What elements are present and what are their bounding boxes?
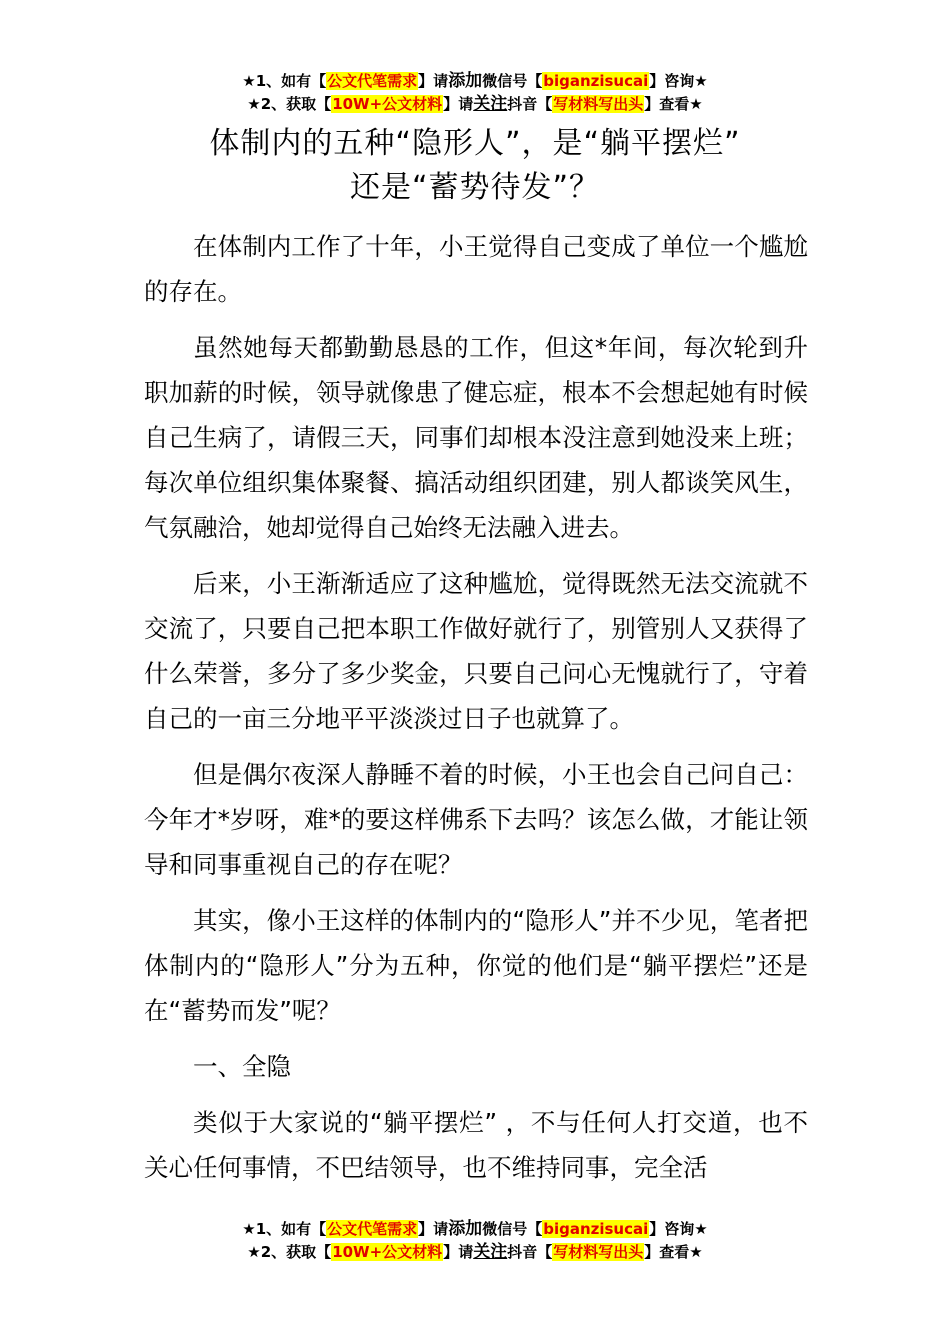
banner-text: ★1、如有【 <box>242 72 327 90</box>
banner-text: 微信号【 <box>482 1220 543 1238</box>
banner-text: 】查看★ <box>644 1243 703 1261</box>
highlight-wechat-id: biganzisucai <box>543 72 649 90</box>
header-banner <box>0 70 950 116</box>
highlight-douyin-account: 写材料写出头 <box>553 1243 644 1261</box>
paragraph: 在体制内工作了十年，小王觉得自己变成了单位一个尴尬的存在。 <box>144 232 808 306</box>
banner-line-1 <box>0 1218 950 1241</box>
banner-text: 】咨询★ <box>649 72 708 90</box>
highlight-douyin-account: 写材料写出头 <box>553 95 644 113</box>
banner-text: 】请 <box>418 1220 449 1238</box>
banner-text: ★2、获取【 <box>247 95 332 113</box>
banner-line-2 <box>0 1241 950 1264</box>
banner-text: 】查看★ <box>644 95 703 113</box>
paragraph: 虽然她每天都勤勤恳恳的工作，但这*年间，每次轮到升职加薪的时候，领导就像患了健忘症，根本不会想起她有时候自己生病了，请假三天，同事们却根本没注意到她没来上班；每次单位组织集体聚餐、搞活动组织团建，别人都谈笑风生，气氛融洽，她却觉得自己始终无法融入进去。 <box>144 333 808 542</box>
highlight-materials: 10W+公文材料 <box>332 1243 443 1261</box>
banner-underlined-word: 关注 <box>473 94 508 114</box>
banner-text: ★2、获取【 <box>247 1243 332 1261</box>
banner-text: ★1、如有【 <box>242 1220 327 1238</box>
banner-text: 抖音【 <box>507 95 553 113</box>
banner-text: 微信号【 <box>482 72 543 90</box>
highlight-service: 公文代笔需求 <box>327 1220 418 1238</box>
paragraph: 但是偶尔夜深人静睡不着的时候，小王也会自己问自己：今年才*岁呀，难*的要这样佛系下去吗？该怎么做，才能让领导和同事重视自己的存在呢？ <box>144 760 808 879</box>
highlight-materials: 10W+公文材料 <box>332 95 443 113</box>
banner-text: 】请 <box>443 95 474 113</box>
title-line-2: 还是“蓄势待发”？ <box>349 170 601 205</box>
paragraph: 其实，像小王这样的体制内的“隐形人”并不少见，笔者把体制内的“隐形人”分为五种，你觉的他们是“躺平摆烂”还是在“蓄势而发”呢？ <box>144 906 808 1025</box>
footer-banner <box>0 1218 950 1264</box>
banner-underlined-word: 关注 <box>473 1242 508 1262</box>
highlight-service: 公文代笔需求 <box>327 72 418 90</box>
banner-text: 】请 <box>443 1243 474 1261</box>
title-line-1: 体制内的五种“隐形人”，是“躺平摆烂” <box>209 126 741 161</box>
article-title <box>140 122 810 210</box>
paragraph: 后来，小王渐渐适应了这种尴尬，觉得既然无法交流就不交流了，只要自己把本职工作做好就行了，别管别人又获得了什么荣誉，多分了多少奖金，只要自己问心无愧就行了，守着自己的一亩三分地平平淡淡过日子也就算了。 <box>144 569 808 733</box>
banner-line-2 <box>0 93 950 116</box>
banner-text: 抖音【 <box>507 1243 553 1261</box>
article-body <box>144 224 808 1190</box>
banner-bold-word: 添加 <box>448 1219 483 1239</box>
banner-text: 】请 <box>418 72 449 90</box>
paragraph: 类似于大家说的“躺平摆烂” ，不与任何人打交道，也不关心任何事情，不巴结领导，也不维持同事，完全活 <box>144 1108 808 1182</box>
banner-bold-word: 添加 <box>448 71 483 91</box>
banner-line-1 <box>0 70 950 93</box>
section-heading: 一、全隐 <box>193 1052 291 1081</box>
banner-text: 】咨询★ <box>649 1220 708 1238</box>
highlight-wechat-id: biganzisucai <box>543 1220 649 1238</box>
